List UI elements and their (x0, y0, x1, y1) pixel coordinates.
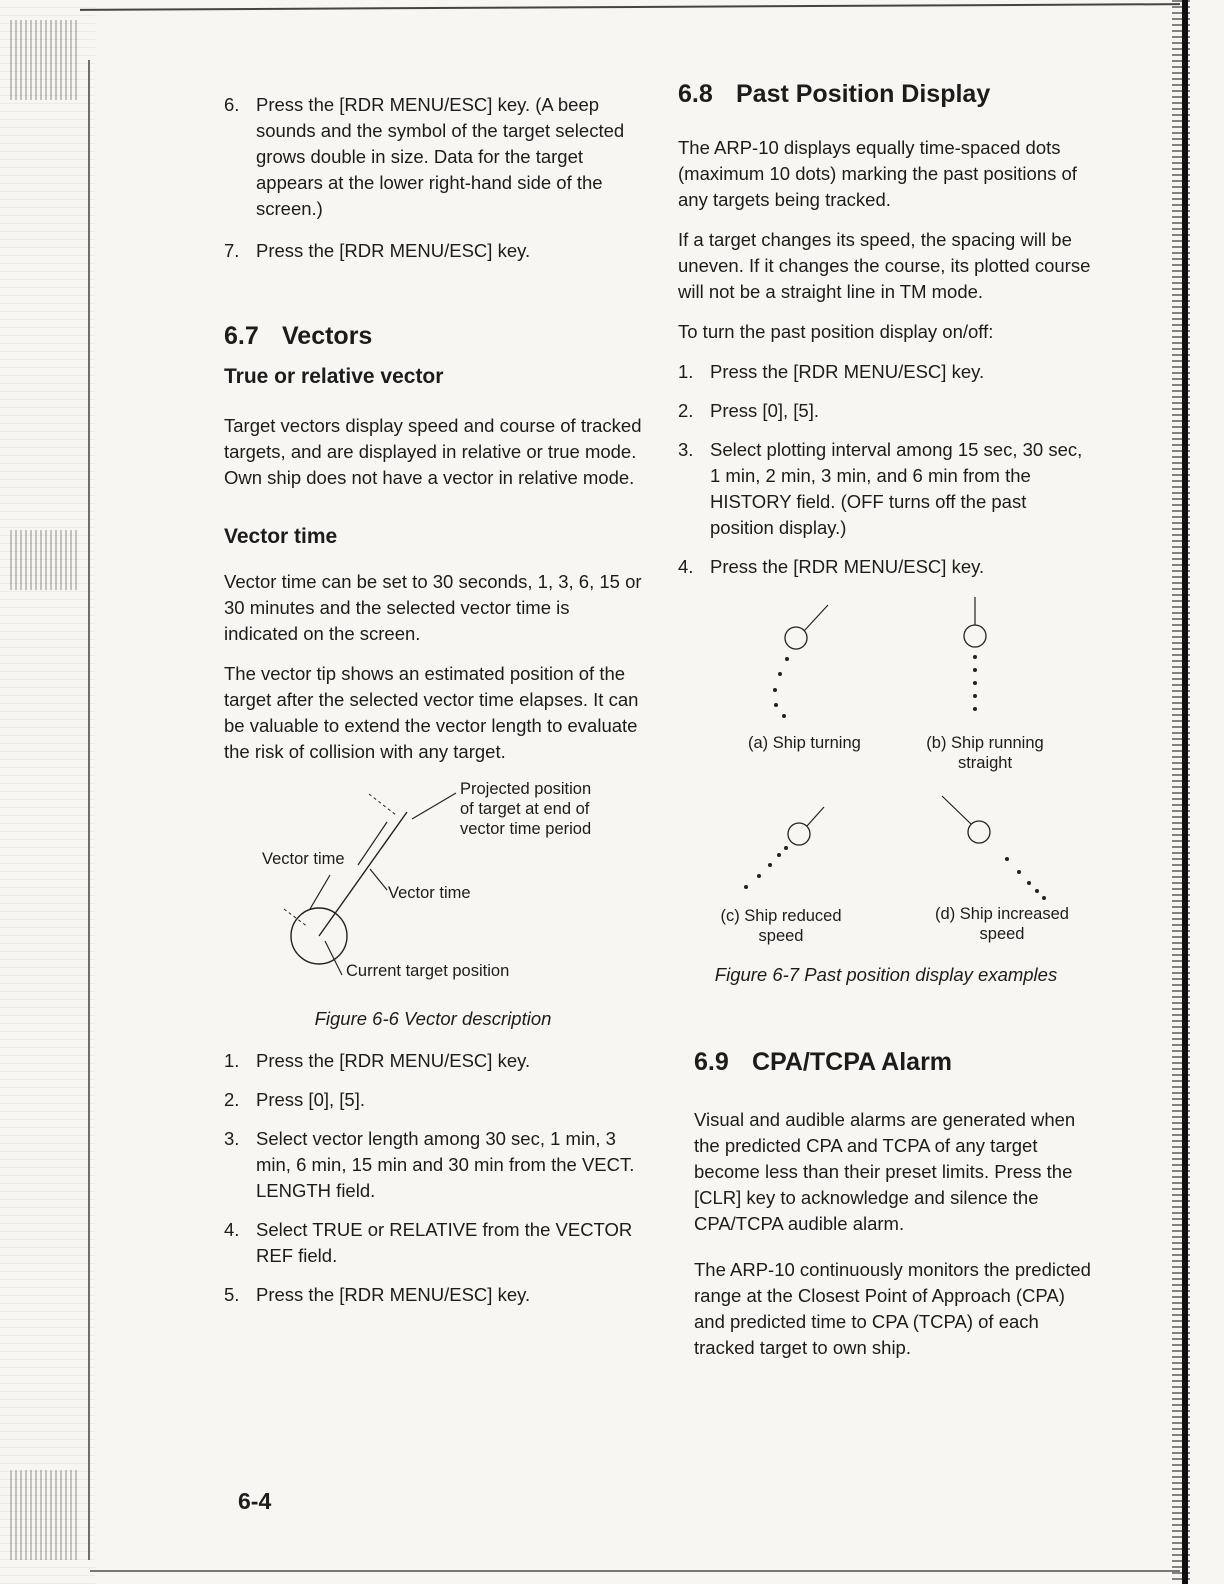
section-title: CPA/TCPA Alarm (752, 1048, 953, 1076)
projected-position-label (460, 779, 591, 839)
step-text: Press the [RDR MENU/ESC] key. (710, 361, 985, 382)
past-dot (784, 846, 788, 850)
past-dot (973, 694, 977, 698)
label-line: (c) Ship reduced (720, 907, 842, 925)
section-title: Past Position Display (736, 80, 991, 108)
section-number: 6.8 (678, 80, 713, 108)
paragraph: The ARP-10 displays equally time-spaced dots (maximum 10 dots) marking the past positions of any targets being tracked. (678, 137, 1077, 210)
scan-margin-left (0, 0, 95, 1584)
scan-edge-line-bottom (90, 1570, 1180, 1572)
past-dot (744, 885, 748, 889)
past-dot (782, 714, 786, 718)
step-number: 4. (224, 1219, 240, 1240)
vector-time-arrow (310, 875, 330, 909)
figure-caption: Figure 6-7 Past position display examples (714, 964, 1058, 985)
list-item (224, 92, 642, 222)
step-number: 2. (678, 400, 694, 421)
step-text: Press [0], [5]. (710, 400, 819, 421)
label-line: Projected position (460, 780, 592, 798)
projected-leader (412, 793, 456, 819)
past-dot (973, 681, 977, 685)
paragraph: The ARP-10 continuously monitors the predicted range at the Closest Point of Approach (CPA) and predicted time to CPA (TCPA) of each tracked target to own ship. (694, 1259, 1091, 1358)
figure-6-7 (678, 593, 1094, 958)
paragraph: To turn the past position display on/off: (678, 321, 994, 342)
label-d (922, 904, 1082, 944)
vector-line (807, 807, 824, 826)
list-item (224, 1126, 642, 1204)
figure-caption: Figure 6-6 Vector description (314, 1008, 552, 1029)
list-item (224, 1087, 642, 1113)
section-heading-6-7 (224, 322, 642, 351)
step-number: 1. (678, 361, 694, 382)
past-dot (1035, 889, 1039, 893)
past-dot (777, 853, 781, 857)
target-symbol (968, 821, 990, 843)
scan-noise (10, 530, 80, 590)
example-c-ship-reduced-speed (744, 807, 824, 889)
target-symbol (788, 823, 810, 845)
target-symbol (964, 625, 986, 647)
scan-noise (10, 1470, 80, 1560)
scan-edge-line (88, 60, 90, 1560)
subheading-true-relative: True or relative vector (224, 365, 444, 388)
right-column (678, 80, 1094, 1375)
vector-time-label: Vector time (262, 850, 345, 868)
past-dot (1042, 896, 1046, 900)
past-dot (768, 863, 772, 867)
scan-edge-right-solid (1182, 0, 1188, 1584)
past-dot (757, 874, 761, 878)
intro-steps-list (224, 92, 642, 264)
step-text: Press the [RDR MENU/ESC] key. (256, 240, 531, 261)
past-dot (973, 655, 977, 659)
step-text: Select vector length among 30 sec, 1 min, 3 min, 6 min, 15 min and 30 min from the VECT. LENGTH field. (256, 1128, 635, 1201)
list-item (678, 437, 1094, 541)
step-text: Press the [RDR MENU/ESC] key. (710, 556, 985, 577)
list-item (678, 359, 1094, 385)
list-item (678, 398, 1094, 424)
past-dot (773, 688, 777, 692)
paragraph: Vector time can be set to 30 seconds, 1, 3, 6, 15 or 30 minutes and the selected vector time is indicated on the screen. (224, 571, 642, 644)
label-line: (d) Ship increased (935, 905, 1069, 923)
past-dot (973, 668, 977, 672)
step-number: 5. (224, 1284, 240, 1305)
vector-time-arrow (358, 822, 387, 865)
label-b (914, 733, 1056, 773)
past-dot (1017, 870, 1021, 874)
label-a: (a) Ship turning (748, 734, 861, 752)
step-text: Select plotting interval among 15 sec, 30 sec, 1 min, 2 min, 3 min, and 6 min from the HISTORY field. (OFF turns off the past position display.) (710, 439, 1083, 538)
label-line: vector time period (460, 820, 592, 838)
step-number: 3. (224, 1128, 240, 1149)
vector-time-leader (370, 869, 387, 890)
vector-line (319, 812, 407, 936)
paragraph: The vector tip shows an estimated position of the target after the selected vector time elapses. It can be valuable to extend the vector length to evaluate the risk of collision with any target. (224, 663, 639, 762)
step-text: Press the [RDR MENU/ESC] key. (256, 1284, 531, 1305)
past-dot (1005, 857, 1009, 861)
vector-steps-list (224, 1048, 642, 1308)
list-item (224, 1282, 642, 1308)
past-dot (774, 703, 778, 707)
label-line: speed (979, 925, 1025, 943)
list-item (224, 1217, 642, 1269)
section-number: 6.7 (224, 322, 259, 350)
label-line: straight (957, 754, 1013, 772)
step-number: 4. (678, 556, 694, 577)
step-number: 7. (224, 240, 240, 261)
paragraph: Visual and audible alarms are generated when the predicted CPA and TCPA of any target become less than their preset limits. Press the [CLR] key to acknowledge and silence the CPA/TCPA audible alarm. (694, 1109, 1076, 1234)
current-position-label: Current target position (346, 962, 510, 980)
dimension-line (369, 794, 396, 815)
list-item (678, 554, 1094, 580)
step-text: Select TRUE or RELATIVE from the VECTOR REF field. (256, 1219, 633, 1266)
left-column (224, 92, 642, 1321)
past-dot (778, 672, 782, 676)
section-heading-6-8 (678, 80, 1094, 109)
paragraph: Target vectors display speed and course of tracked targets, and are displayed in relative or true mode. Own ship does not have a vector in relative mode. (224, 415, 642, 488)
section-heading-6-9 (678, 1048, 1094, 1077)
page-number: 6-4 (238, 1488, 272, 1514)
step-number: 2. (224, 1089, 240, 1110)
past-position-steps-list (678, 359, 1094, 580)
label-line: speed (758, 927, 804, 945)
figure-6-6 (224, 779, 642, 1004)
label-c (710, 906, 852, 946)
example-b-ship-straight (964, 597, 986, 711)
label-line: (b) Ship running (926, 734, 1044, 752)
target-symbol (785, 627, 807, 649)
example-a-ship-turning (773, 605, 828, 718)
past-dot (1027, 881, 1031, 885)
list-item (224, 238, 642, 264)
step-text: Press [0], [5]. (256, 1089, 365, 1110)
vector-line (942, 796, 971, 824)
list-item (224, 1048, 642, 1074)
scan-noise (10, 20, 80, 100)
vector-time-label: Vector time (388, 884, 471, 902)
step-number: 6. (224, 94, 240, 115)
step-number: 3. (678, 439, 694, 460)
scan-edge-line-top (80, 3, 1180, 11)
step-number: 1. (224, 1050, 240, 1071)
step-text: Press the [RDR MENU/ESC] key. (256, 1050, 531, 1071)
section-title: Vectors (282, 322, 373, 350)
past-dot (785, 657, 789, 661)
vector-line (804, 605, 828, 631)
paragraph: If a target changes its speed, the spacing will be uneven. If it changes the course, its plotted course will not be a straight line in TM mode. (678, 229, 1091, 302)
step-text: Press the [RDR MENU/ESC] key. (A beep sounds and the symbol of the target selected grows double in size. Data for the target appears at the lower right-hand side of the screen.) (256, 94, 625, 219)
section-number: 6.9 (694, 1048, 729, 1076)
current-position-leader (325, 941, 342, 975)
label-line: of target at end of (460, 800, 590, 818)
example-d-ship-increased-speed (942, 796, 1046, 900)
subheading-vector-time: Vector time (224, 525, 338, 548)
past-dot (973, 707, 977, 711)
